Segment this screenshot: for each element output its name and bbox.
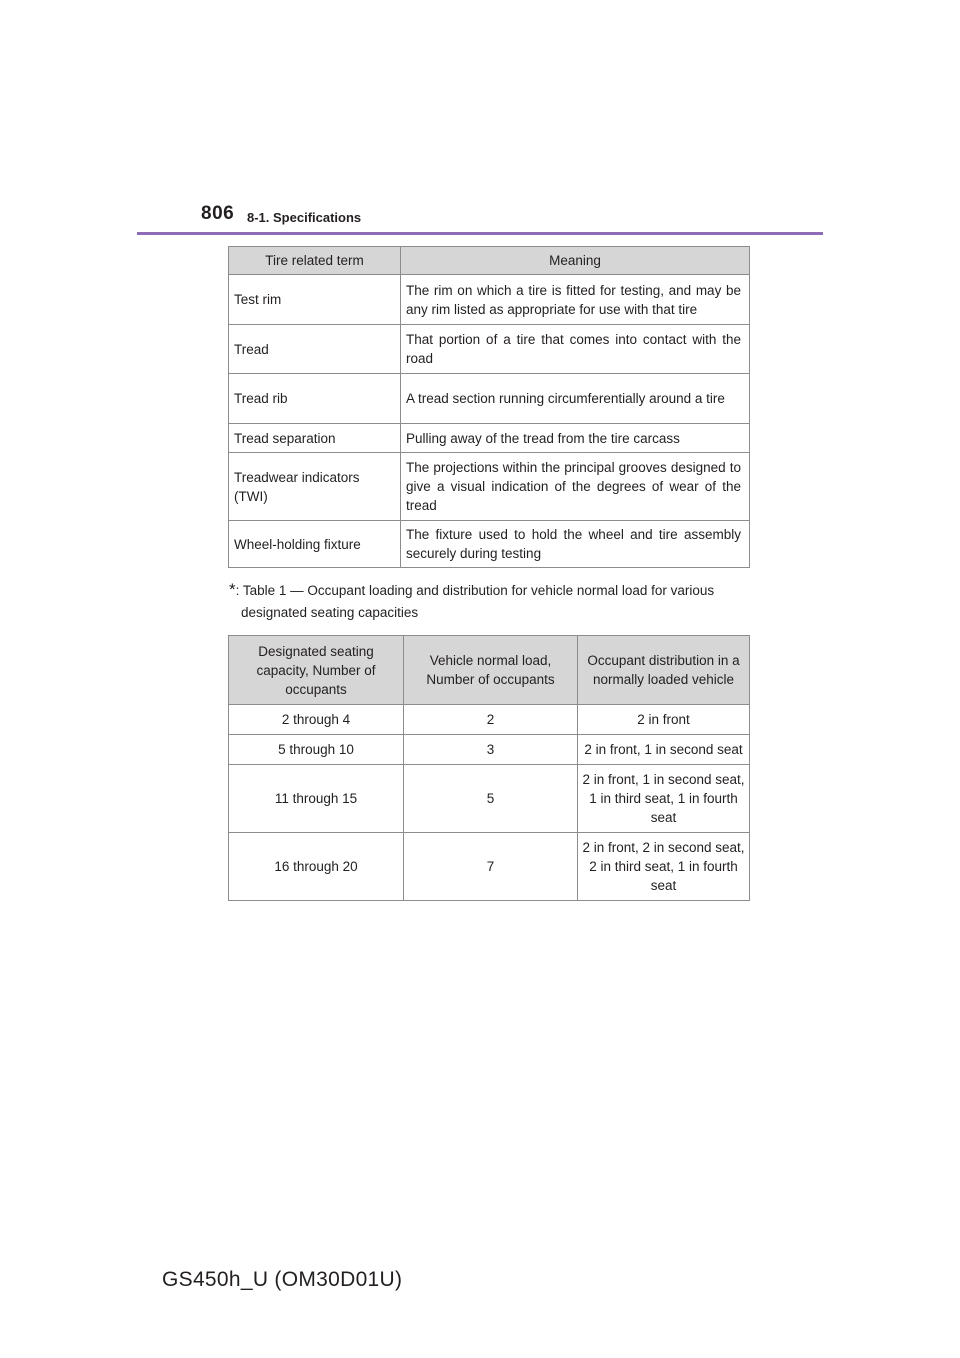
footnote-line-1: : Table 1 — Occupant loading and distribution for vehicle normal load for various xyxy=(235,583,715,598)
distribution-cell: 2 in front, 1 in second seat xyxy=(578,735,750,765)
table-header-row xyxy=(229,247,750,275)
table-row xyxy=(229,424,750,453)
term-cell: Tread rib xyxy=(229,374,401,424)
table-header-row xyxy=(229,636,750,705)
column-header-term: Tire related term xyxy=(229,247,401,275)
term-cell: Tread xyxy=(229,325,401,374)
meaning-cell: The fixture used to hold the wheel and tire assembly securely during testing xyxy=(401,521,750,568)
distribution-cell: 2 in front xyxy=(578,705,750,735)
meaning-cell: The projections within the principal grooves designed to give a visual indication of the degrees of wear of the tread xyxy=(401,453,750,521)
table-row xyxy=(229,765,750,833)
meaning-cell: A tread section running circumferentially around a tire xyxy=(401,374,750,424)
occupant-loading-table xyxy=(228,635,750,901)
capacity-cell: 16 through 20 xyxy=(229,833,404,901)
section-title: 8-1. Specifications xyxy=(247,210,362,225)
load-cell: 2 xyxy=(404,705,578,735)
distribution-cell: 2 in front, 1 in second seat, 1 in third seat, 1 in fourth seat xyxy=(578,765,750,833)
tire-terms-table xyxy=(228,246,750,568)
table-row xyxy=(229,521,750,568)
table-row xyxy=(229,275,750,325)
meaning-cell: That portion of a tire that comes into contact with the road xyxy=(401,325,750,374)
term-cell: Wheel-holding fixture xyxy=(229,521,401,568)
capacity-cell: 2 through 4 xyxy=(229,705,404,735)
document-code: GS450h_U (OM30D01U) xyxy=(162,1268,403,1291)
capacity-cell: 5 through 10 xyxy=(229,735,404,765)
footnote-marker: * xyxy=(229,580,236,599)
distribution-cell: 2 in front, 2 in second seat, 2 in third seat, 1 in fourth seat xyxy=(578,833,750,901)
column-header-normal-load: Vehicle normal load, Number of occupants xyxy=(404,636,578,705)
header-divider xyxy=(137,232,823,235)
table-footnote xyxy=(229,579,749,624)
table-row xyxy=(229,705,750,735)
column-header-occupant-distribution: Occupant distribution in a normally loaded vehicle xyxy=(578,636,750,705)
page-number: 806 xyxy=(201,203,235,224)
table-row xyxy=(229,374,750,424)
table-row xyxy=(229,735,750,765)
footnote-line-2: designated seating capacities xyxy=(241,605,419,620)
term-cell: Test rim xyxy=(229,275,401,325)
meaning-cell: Pulling away of the tread from the tire carcass xyxy=(401,424,750,453)
table-row xyxy=(229,453,750,521)
term-cell: Treadwear indicators (TWI) xyxy=(229,453,401,521)
load-cell: 5 xyxy=(404,765,578,833)
term-cell: Tread separation xyxy=(229,424,401,453)
capacity-cell: 11 through 15 xyxy=(229,765,404,833)
load-cell: 7 xyxy=(404,833,578,901)
table-row xyxy=(229,325,750,374)
load-cell: 3 xyxy=(404,735,578,765)
meaning-cell: The rim on which a tire is fitted for testing, and may be any rim listed as appropriate for use with that tire xyxy=(401,275,750,325)
table-row xyxy=(229,833,750,901)
column-header-seating-capacity: Designated seating capacity, Number of occupants xyxy=(229,636,404,705)
column-header-meaning: Meaning xyxy=(401,247,750,275)
